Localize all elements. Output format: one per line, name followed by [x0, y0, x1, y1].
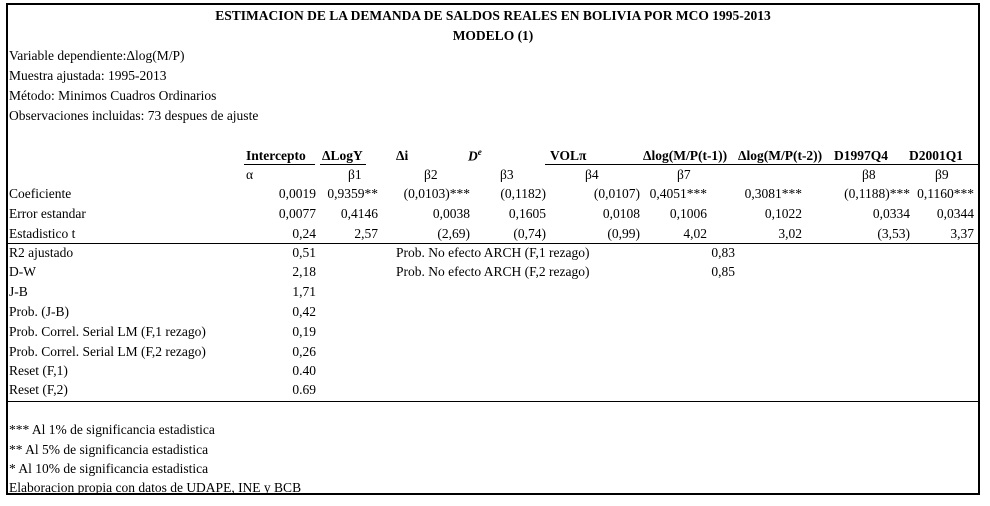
coef-symbol: β9 — [935, 167, 949, 182]
observations-count: Observaciones incluidas: 73 despues de ajuste — [9, 108, 259, 123]
dependent-variable: Variable dependiente:Δlog(M/P) — [9, 48, 185, 63]
note-1pct: *** Al 1% de significancia estadistica — [9, 422, 215, 437]
stat-label: Prob. (J-B) — [9, 304, 69, 319]
col-header-dlogmp-t2: Δlog(M/P(t-2)) — [738, 148, 823, 163]
table-cell: 0,1160*** — [917, 186, 974, 201]
col-header-intercepto: Intercepto — [246, 148, 306, 163]
table-cell: (0,0103)*** — [403, 186, 470, 201]
table-cell: 0,1605 — [508, 206, 546, 221]
notes-divider — [7, 401, 979, 402]
table-cell: (3,53) — [877, 226, 910, 241]
note-5pct: ** Al 5% de significancia estadistica — [9, 442, 209, 457]
table-cell: 3,02 — [778, 226, 802, 241]
col-header-dlogy: ΔLogY — [322, 148, 363, 163]
coef-symbol: β1 — [348, 167, 362, 182]
table-cell: 0,0038 — [432, 206, 470, 221]
row-label-coeficiente: Coeficiente — [9, 186, 72, 201]
coef-symbol: β3 — [500, 167, 514, 182]
estimation-method: Método: Minimos Cuadros Ordinarios — [9, 88, 217, 103]
col-header-volpi: VOLπ — [550, 148, 587, 163]
table-cell: 0,0334 — [872, 206, 910, 221]
stat-label: Prob. Correl. Serial LM (F,1 rezago) — [9, 324, 206, 339]
table-cell: 0,0019 — [278, 186, 316, 201]
stat-value: 0,19 — [292, 324, 316, 339]
table-cell: 0,24 — [292, 226, 316, 241]
table-cell: (0,74) — [513, 226, 546, 241]
row-label-error-estandar: Error estandar — [9, 206, 86, 221]
col-header-dlogmp-t1: Δlog(M/P(t-1)) — [643, 148, 728, 163]
coef-symbol: α — [246, 167, 254, 182]
source-note: Elaboracion propia con datos de UDAPE, INE y BCB — [9, 480, 302, 495]
arch-value: 0,83 — [711, 245, 735, 260]
coef-symbol: β2 — [424, 167, 438, 182]
stat-value: 0.40 — [292, 363, 316, 378]
stat-label: D-W — [9, 264, 36, 279]
row-label-estadistico-t: Estadistico t — [9, 226, 76, 241]
stat-value: 2,18 — [292, 264, 316, 279]
table-cell: (0,99) — [607, 226, 640, 241]
table-cell: (0,1182) — [500, 186, 546, 201]
table-cell: 4,02 — [683, 226, 707, 241]
table-cell: 0,4146 — [340, 206, 378, 221]
col-header-d2001q1: D2001Q1 — [909, 148, 963, 163]
header-underline — [545, 164, 979, 165]
table-cell: (0,1188)*** — [844, 186, 910, 201]
col-header-d1997q4: D1997Q4 — [834, 148, 888, 163]
header-underline — [320, 164, 366, 165]
table-cell: 0,3081*** — [744, 186, 802, 201]
section-divider — [7, 243, 979, 244]
coef-symbol: β4 — [585, 167, 599, 182]
stat-label: J-B — [9, 284, 28, 299]
header-underline — [244, 164, 315, 165]
table-cell: 0,1022 — [764, 206, 802, 221]
sample-period: Muestra ajustada: 1995-2013 — [9, 68, 167, 83]
arch-label: Prob. No efecto ARCH (F,2 rezago) — [396, 264, 590, 279]
table-cell: 0,0344 — [936, 206, 974, 221]
stat-label: R2 ajustado — [9, 245, 74, 260]
stat-label: Reset (F,2) — [9, 382, 68, 397]
table-cell: (2,69) — [437, 226, 470, 241]
table-title: ESTIMACION DE LA DEMANDA DE SALDOS REALES EN BOLIVIA POR MCO 1995-2013 — [215, 8, 771, 23]
table-cell: 0,0108 — [602, 206, 640, 221]
stat-label: Reset (F,1) — [9, 363, 68, 378]
arch-label: Prob. No efecto ARCH (F,1 rezago) — [396, 245, 590, 260]
table-cell: (0,0107) — [593, 186, 640, 201]
coef-symbol: β7 — [677, 167, 691, 182]
stat-value: 0,51 — [292, 245, 316, 260]
table-cell: 0,9359** — [327, 186, 378, 201]
model-title: MODELO (1) — [452, 28, 534, 43]
arch-value: 0,85 — [711, 264, 735, 279]
table-cell: 3,37 — [950, 226, 974, 241]
stat-label: Prob. Correl. Serial LM (F,2 rezago) — [9, 344, 206, 359]
table-cell: 0,1006 — [669, 206, 707, 221]
col-header-di: Δi — [396, 148, 409, 163]
table-cell: 2,57 — [354, 226, 378, 241]
col-header-de: De — [468, 147, 482, 164]
note-10pct: * Al 10% de significancia estadistica — [9, 461, 209, 476]
stat-value: 0.69 — [292, 382, 316, 397]
table-cell: 0,4051*** — [649, 186, 707, 201]
coef-symbol: β8 — [862, 167, 876, 182]
stat-value: 0,26 — [292, 344, 316, 359]
stat-value: 1,71 — [292, 284, 316, 299]
table-cell: 0,0077 — [278, 206, 316, 221]
stat-value: 0,42 — [292, 304, 316, 319]
